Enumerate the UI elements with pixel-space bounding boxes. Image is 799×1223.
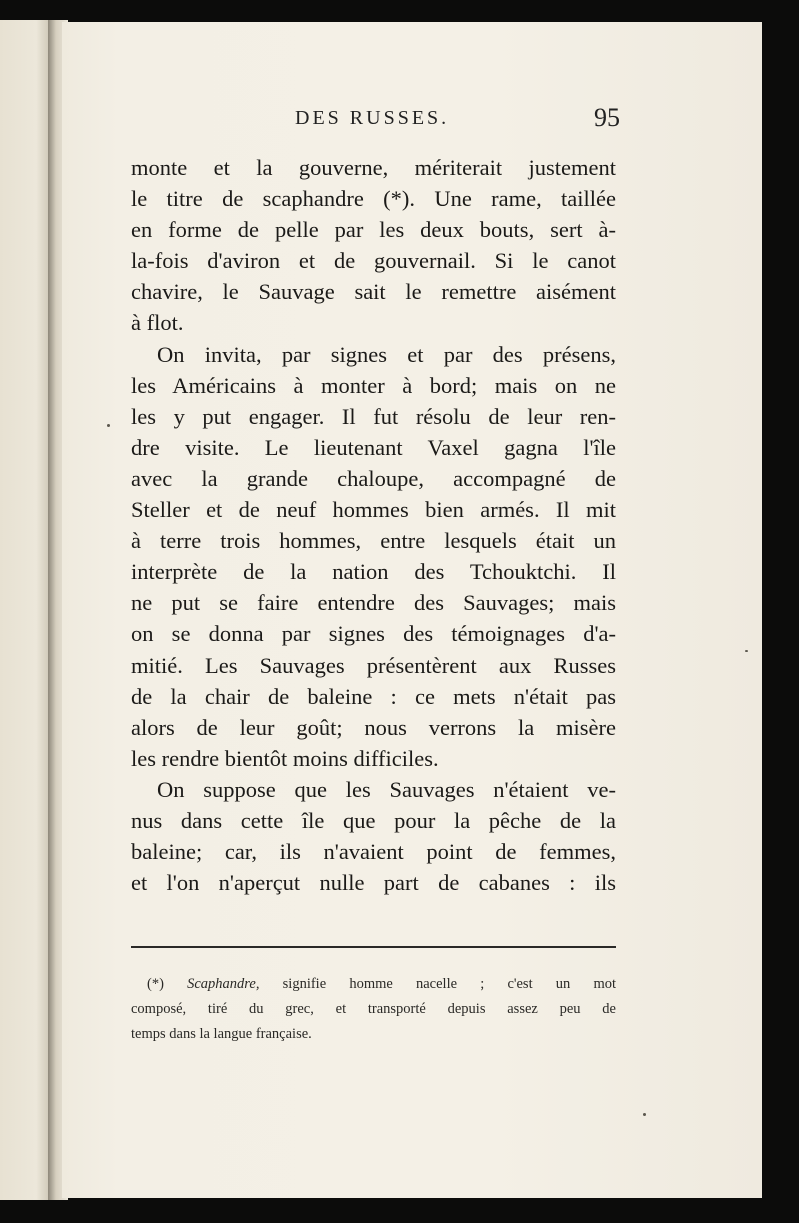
- text-line: nus dans cette île que pour la pêche de la: [131, 807, 616, 833]
- text-line: On invita, par signes et par des présens,: [157, 341, 616, 367]
- footnote: [131, 972, 616, 1047]
- footnote-line: temps dans la langue française.: [131, 1026, 312, 1042]
- text-line: de la chair de baleine : ce mets n'était pas: [131, 683, 616, 709]
- footnote-term: Scaphandre,: [187, 976, 260, 992]
- text-line: baleine; car, ils n'avaient point de femmes,: [131, 839, 616, 865]
- text-line: ne put se faire entendre des Sauvages; mais: [131, 590, 616, 616]
- text-line: les Américains à monter à bord; mais on ne: [131, 372, 616, 398]
- text-line: à terre trois hommes, entre lesquels était un: [131, 528, 616, 554]
- paper-speck: [107, 424, 110, 427]
- footnote-line: composé, tiré du grec, et transporté depuis assez peu de: [131, 1001, 616, 1017]
- text-line: interprète de la nation des Tchouktchi. Il: [131, 559, 616, 585]
- text-line: à flot.: [131, 310, 184, 336]
- text-line: avec la grande chaloupe, accompagné de: [131, 465, 616, 491]
- paper-speck: [745, 650, 748, 652]
- page-number: 95: [594, 103, 620, 132]
- text-line: chavire, le Sauvage sait le remettre aisément: [131, 279, 616, 305]
- body-text: [131, 152, 616, 898]
- text-line: monte et la gouverne, mériterait justement: [131, 155, 616, 180]
- footnote-mark: (*): [147, 976, 164, 992]
- text-line: dre visite. Le lieutenant Vaxel gagna l'île: [131, 434, 616, 460]
- text-line: les y put engager. Il fut résolu de leur ren-: [131, 403, 616, 429]
- text-line: en forme de pelle par les deux bouts, sert à-: [131, 217, 616, 243]
- footnote-text: signifie homme nacelle ; c'est un mot: [282, 976, 617, 992]
- text-line: la-fois d'aviron et de gouvernail. Si le canot: [131, 248, 616, 274]
- text-line: Steller et de neuf hommes bien armés. Il mit: [131, 497, 616, 523]
- scan-border: [762, 0, 799, 1223]
- text-line: On suppose que les Sauvages n'étaient ve-: [157, 776, 616, 802]
- running-head-title: DES RUSSES.: [295, 107, 450, 129]
- text-line: le titre de scaphandre (*). Une rame, taillée: [131, 186, 616, 212]
- running-head: [295, 103, 620, 137]
- footnote-rule: [131, 946, 616, 948]
- text-line: mitié. Les Sauvages présentèrent aux Russes: [131, 652, 616, 678]
- paper-speck: [643, 1113, 646, 1116]
- facing-page-edge: [0, 20, 52, 1200]
- text-line: et l'on n'aperçut nulle part de cabanes : ils: [131, 870, 616, 896]
- text-line: on se donna par signes des témoignages d'a-: [131, 621, 616, 647]
- text-line: les rendre bientôt moins difficiles.: [131, 745, 439, 771]
- footnote-line: [131, 972, 616, 997]
- text-line: alors de leur goût; nous verrons la misère: [131, 714, 616, 740]
